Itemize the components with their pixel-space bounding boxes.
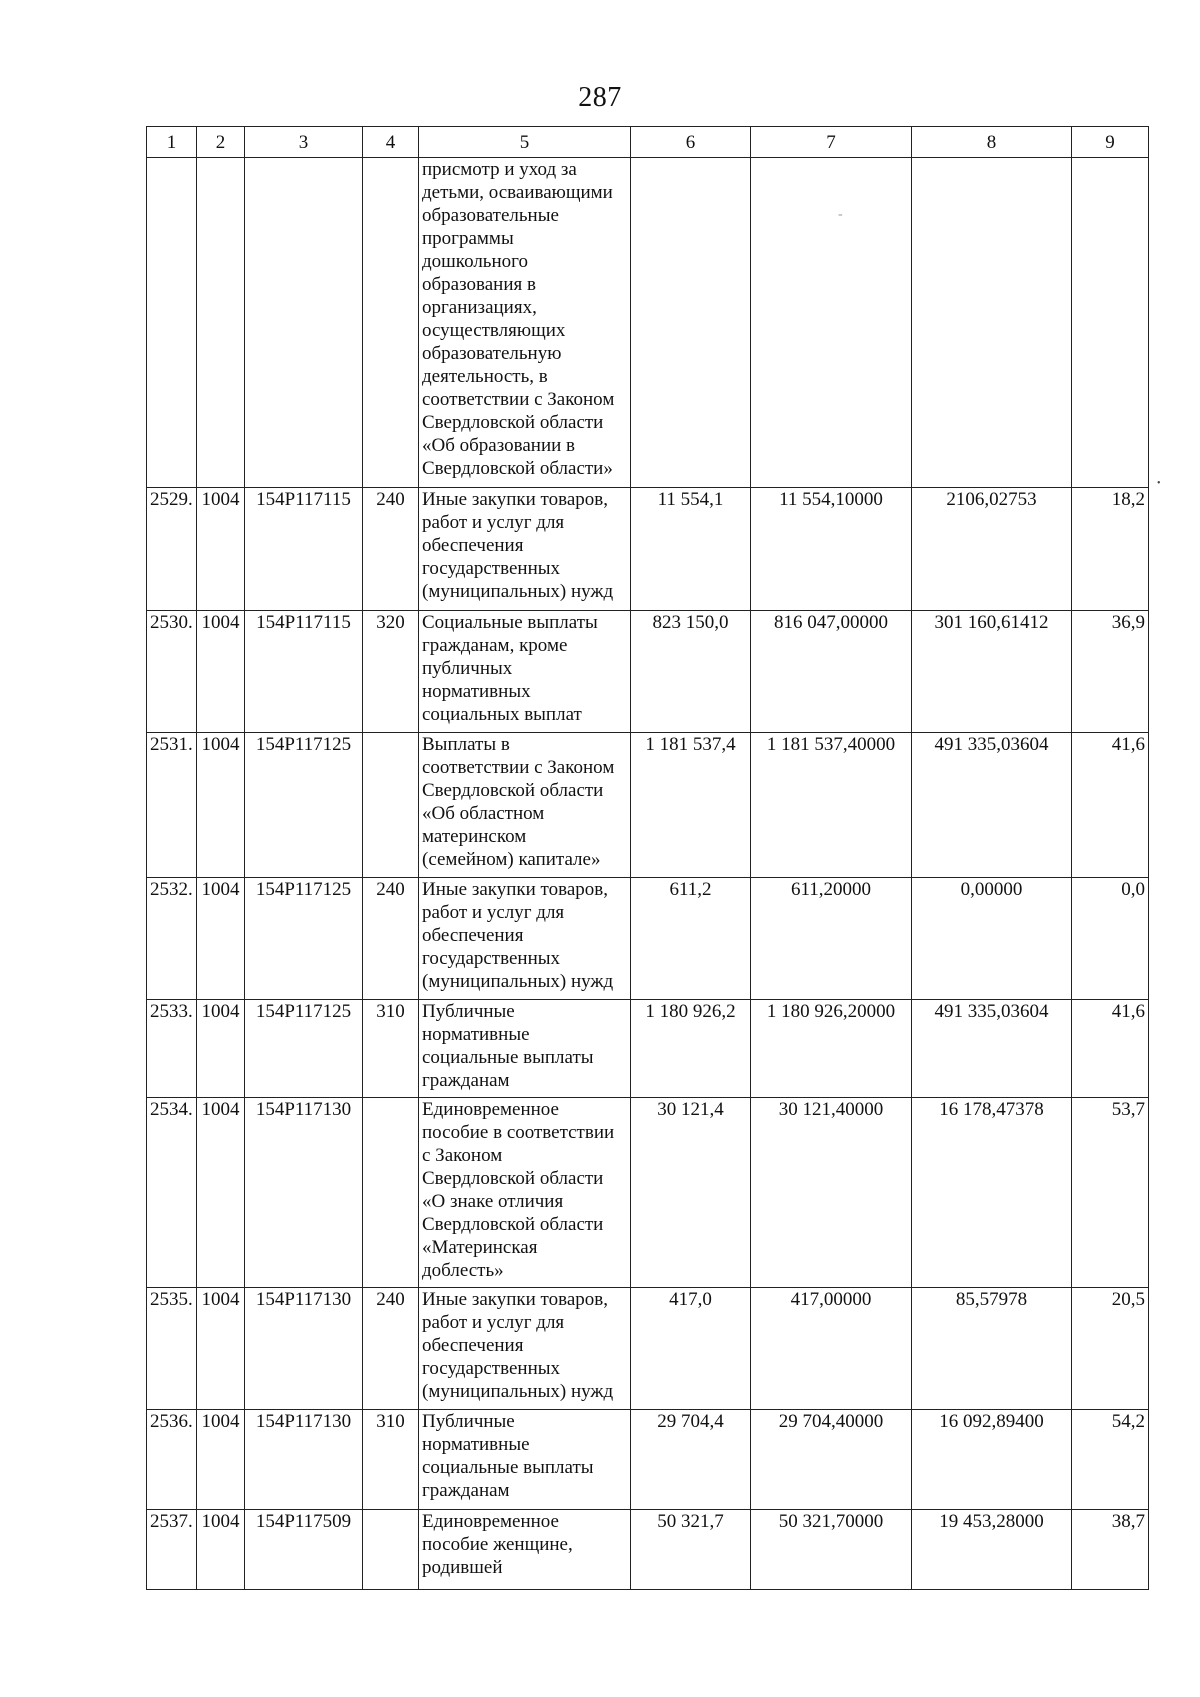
- column-number-header-row: [147, 127, 1149, 158]
- table-row: [147, 1098, 1149, 1288]
- refined-amount-cell: 30 121,40000: [751, 1098, 912, 1288]
- target-article-cell: 154P117125: [245, 733, 363, 878]
- stray-dot: •: [1157, 478, 1161, 489]
- section-code-cell: 1004: [197, 1410, 245, 1510]
- percent-cell: 41,6: [1072, 733, 1149, 878]
- executed-amount-cell: 19 453,28000: [912, 1510, 1072, 1590]
- refined-amount-cell: 816 047,00000: [751, 611, 912, 733]
- row-number-cell: 2531.: [147, 733, 197, 878]
- refined-amount-cell: 1 180 926,20000: [751, 1000, 912, 1098]
- percent-cell: 18,2: [1072, 488, 1149, 611]
- approved-amount-cell: 611,2: [631, 878, 751, 1000]
- refined-amount-cell: 611,20000: [751, 878, 912, 1000]
- description-cell: Публичные нормативные социальные выплаты гражданам: [419, 1000, 631, 1098]
- row-number-cell: 2535.: [147, 1288, 197, 1410]
- percent-cell: 53,7: [1072, 1098, 1149, 1288]
- table-row: [147, 611, 1149, 733]
- percent-cell: 41,6: [1072, 1000, 1149, 1098]
- row-number-cell: 2529.: [147, 488, 197, 611]
- row-number-cell: 2534.: [147, 1098, 197, 1288]
- executed-amount-cell: 2106,02753: [912, 488, 1072, 611]
- expense-type-cell: 240: [363, 488, 419, 611]
- refined-amount-cell: 1 181 537,40000: [751, 733, 912, 878]
- table-row: [147, 1000, 1149, 1098]
- continuation-text: присмотр и уход за детьми, осваивающими образовательные программы дошкольного образования в организациях, осуществляющих образовательную деятельность, в соответствии с Законом Свердловской области «Об образовании в Свердловской области»: [419, 158, 631, 488]
- approved-amount-cell: 11 554,1: [631, 488, 751, 611]
- section-code-cell: 1004: [197, 733, 245, 878]
- column-header: 3: [245, 127, 363, 158]
- page-number: 287: [578, 82, 622, 113]
- column-header: 5: [419, 127, 631, 158]
- approved-amount-cell: 29 704,4: [631, 1410, 751, 1510]
- approved-amount-cell: 30 121,4: [631, 1098, 751, 1288]
- table-row: [147, 1410, 1149, 1510]
- percent-cell: 54,2: [1072, 1410, 1149, 1510]
- description-cell: Выплаты в соответствии с Законом Свердловской области «Об областном материнском (семейном) капитале»: [419, 733, 631, 878]
- table-row: [147, 488, 1149, 611]
- table-row: [147, 878, 1149, 1000]
- budget-table: [146, 126, 1149, 1590]
- continuation-row: [147, 158, 1149, 488]
- column-header: 6: [631, 127, 751, 158]
- section-code-cell: 1004: [197, 1288, 245, 1410]
- description-cell: Иные закупки товаров, работ и услуг для обеспечения государственных (муниципальных) нужд: [419, 488, 631, 611]
- section-code-cell: 1004: [197, 488, 245, 611]
- expense-type-cell: [363, 1510, 419, 1590]
- expense-type-cell: 240: [363, 1288, 419, 1410]
- refined-amount-cell: 417,00000: [751, 1288, 912, 1410]
- executed-amount-cell: 16 178,47378: [912, 1098, 1072, 1288]
- row-number-cell: 2533.: [147, 1000, 197, 1098]
- section-code-cell: 1004: [197, 1098, 245, 1288]
- stray-dash-mark: -: [838, 207, 843, 222]
- column-header: 1: [147, 127, 197, 158]
- column-header: 8: [912, 127, 1072, 158]
- executed-amount-cell: 16 092,89400: [912, 1410, 1072, 1510]
- refined-amount-cell: 50 321,70000: [751, 1510, 912, 1590]
- percent-cell: 20,5: [1072, 1288, 1149, 1410]
- percent-cell: 0,0: [1072, 878, 1149, 1000]
- expense-type-cell: 320: [363, 611, 419, 733]
- target-article-cell: 154P117125: [245, 1000, 363, 1098]
- expense-type-cell: 240: [363, 878, 419, 1000]
- section-code-cell: 1004: [197, 878, 245, 1000]
- column-header: 4: [363, 127, 419, 158]
- description-cell: Иные закупки товаров, работ и услуг для обеспечения государственных (муниципальных) нужд: [419, 878, 631, 1000]
- column-header: 9: [1072, 127, 1149, 158]
- target-article-cell: 154P117125: [245, 878, 363, 1000]
- table-row: [147, 733, 1149, 878]
- approved-amount-cell: 1 180 926,2: [631, 1000, 751, 1098]
- column-header: 2: [197, 127, 245, 158]
- expense-type-cell: 310: [363, 1410, 419, 1510]
- description-cell: Публичные нормативные социальные выплаты гражданам: [419, 1410, 631, 1510]
- row-number-cell: 2530.: [147, 611, 197, 733]
- description-cell: Единовременное пособие в соответствии с Законом Свердловской области «О знаке отличия Свердловской области «Материнская доблесть»: [419, 1098, 631, 1288]
- expense-type-cell: 310: [363, 1000, 419, 1098]
- section-code-cell: 1004: [197, 1000, 245, 1098]
- table-row: [147, 1288, 1149, 1410]
- description-cell: Единовременное пособие женщине, родившей: [419, 1510, 631, 1590]
- executed-amount-cell: 491 335,03604: [912, 733, 1072, 878]
- row-number-cell: 2537.: [147, 1510, 197, 1590]
- target-article-cell: 154P117130: [245, 1410, 363, 1510]
- refined-amount-cell: 29 704,40000: [751, 1410, 912, 1510]
- target-article-cell: 154P117130: [245, 1288, 363, 1410]
- section-code-cell: 1004: [197, 611, 245, 733]
- executed-amount-cell: 0,00000: [912, 878, 1072, 1000]
- executed-amount-cell: 301 160,61412: [912, 611, 1072, 733]
- target-article-cell: 154P117130: [245, 1098, 363, 1288]
- approved-amount-cell: 50 321,7: [631, 1510, 751, 1590]
- refined-amount-cell: 11 554,10000: [751, 488, 912, 611]
- approved-amount-cell: 823 150,0: [631, 611, 751, 733]
- target-article-cell: 154P117509: [245, 1510, 363, 1590]
- percent-cell: 36,9: [1072, 611, 1149, 733]
- target-article-cell: 154P117115: [245, 611, 363, 733]
- description-cell: Иные закупки товаров, работ и услуг для обеспечения государственных (муниципальных) нужд: [419, 1288, 631, 1410]
- executed-amount-cell: 491 335,03604: [912, 1000, 1072, 1098]
- target-article-cell: 154P117115: [245, 488, 363, 611]
- executed-amount-cell: 85,57978: [912, 1288, 1072, 1410]
- expense-type-cell: [363, 1098, 419, 1288]
- approved-amount-cell: 1 181 537,4: [631, 733, 751, 878]
- table-row: [147, 1510, 1149, 1590]
- row-number-cell: 2536.: [147, 1410, 197, 1510]
- row-number-cell: 2532.: [147, 878, 197, 1000]
- approved-amount-cell: 417,0: [631, 1288, 751, 1410]
- section-code-cell: 1004: [197, 1510, 245, 1590]
- expense-type-cell: [363, 733, 419, 878]
- description-cell: Социальные выплаты гражданам, кроме публичных нормативных социальных выплат: [419, 611, 631, 733]
- percent-cell: 38,7: [1072, 1510, 1149, 1590]
- column-header: 7: [751, 127, 912, 158]
